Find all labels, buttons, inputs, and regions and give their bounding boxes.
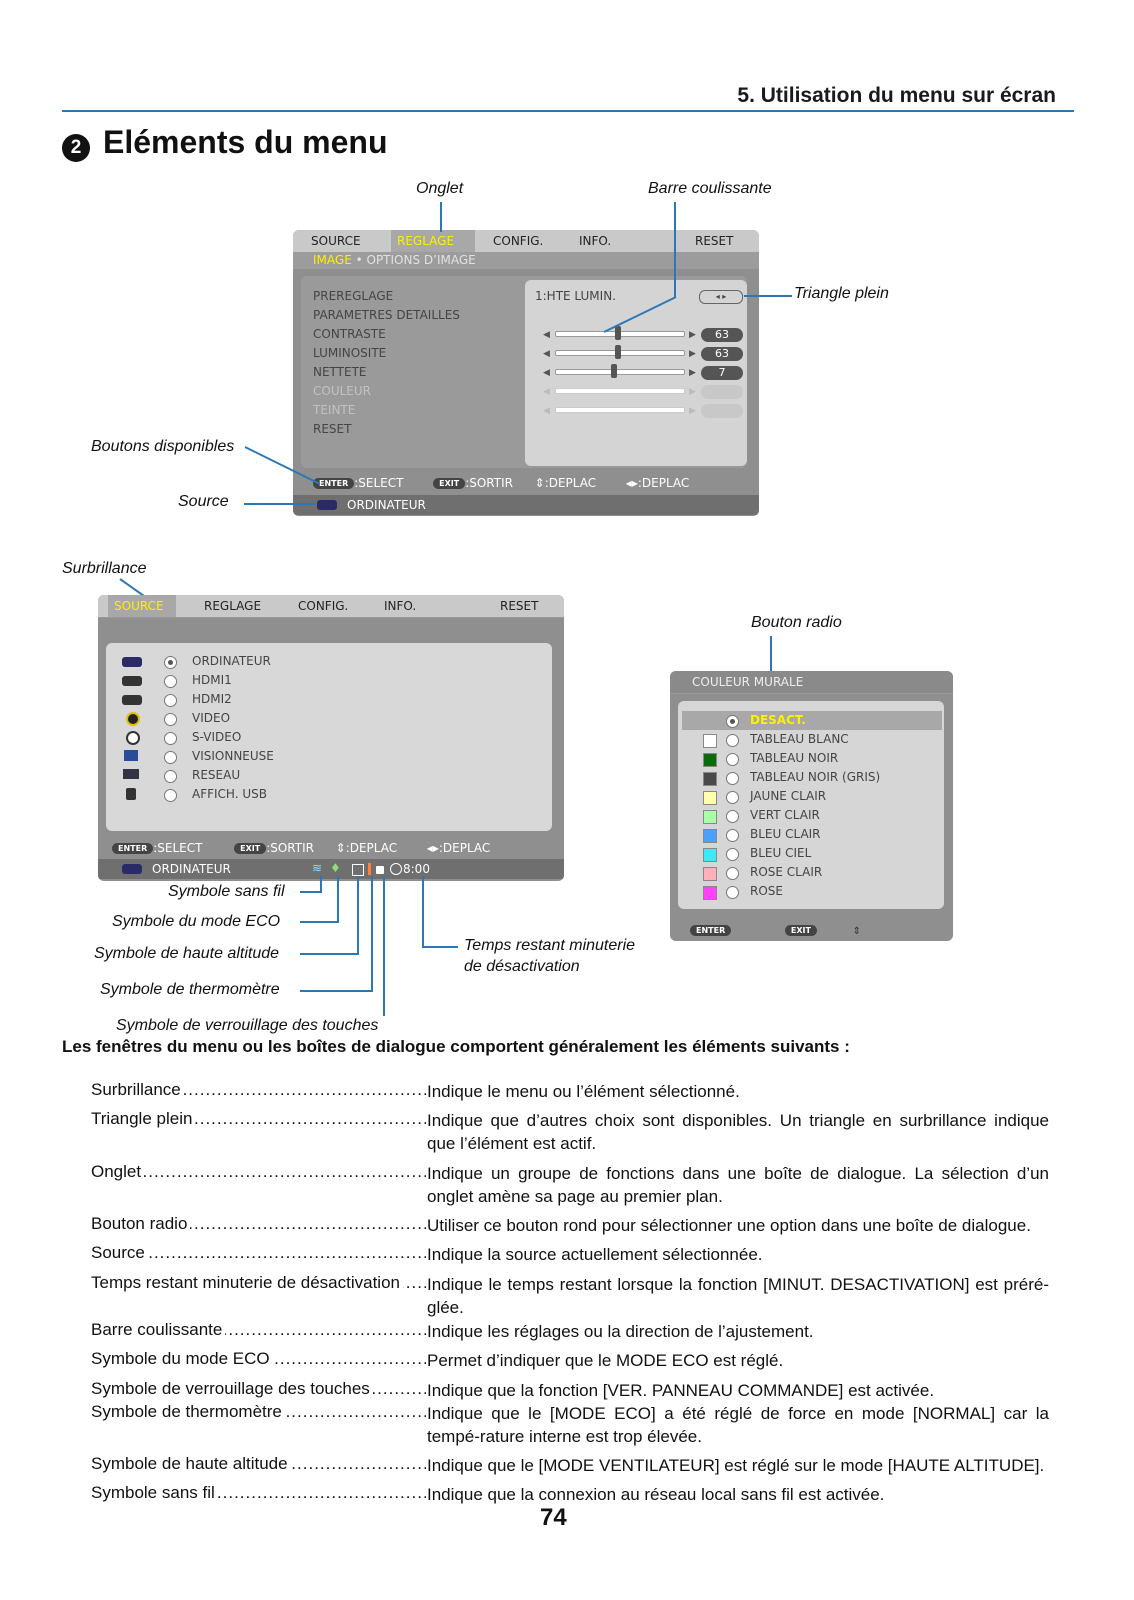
source-item-s-video[interactable]: S-VIDEO <box>192 730 242 744</box>
color-swatch <box>703 734 717 748</box>
leader-altitude-v <box>357 876 359 955</box>
source-item-hdmi2[interactable]: HDMI2 <box>192 692 232 706</box>
definition-text: Indique que d’autres choix sont disponibles. Un triangle en surbrillance indique que l’élément est actif. <box>427 1111 1049 1153</box>
definition-term <box>91 1080 426 1100</box>
slider-right-arrow-icon[interactable]: ▶ <box>689 349 696 359</box>
key-lock-icon <box>376 866 384 874</box>
subtab-options[interactable]: • OPTIONS D’IMAGE <box>355 253 476 267</box>
slider-left-arrow-icon[interactable]: ◀ <box>543 349 550 359</box>
radio-button[interactable] <box>726 791 739 804</box>
definition-term <box>91 1273 426 1293</box>
header-rule <box>62 110 1074 112</box>
exit-button-icon[interactable]: EXIT <box>785 925 817 936</box>
source-bar <box>293 495 759 515</box>
definition-text: Permet d’indiquer que le MODE ECO est réglé. <box>427 1351 784 1370</box>
up-down-arrow-icon: ⇕ <box>852 926 862 937</box>
menu-item-prereglage[interactable]: PREREGLAGE <box>313 289 394 303</box>
current-source: ORDINATEUR <box>347 498 426 512</box>
wall-color-item[interactable]: TABLEAU NOIR <box>750 751 839 765</box>
leader-onglet <box>440 202 442 232</box>
tab-config[interactable]: CONFIG. <box>298 599 349 613</box>
wall-color-item[interactable]: TABLEAU BLANC <box>750 732 849 746</box>
tab-reglage[interactable]: REGLAGE <box>204 599 262 613</box>
radio-hdmi2[interactable] <box>164 694 177 707</box>
value-contraste: 63 <box>701 328 743 342</box>
callout-source: Source <box>178 493 229 510</box>
definition-term <box>91 1349 426 1369</box>
leader-sans-fil-h <box>300 891 320 893</box>
hdmi-icon <box>122 695 142 705</box>
leader-sans-fil-v <box>320 876 322 893</box>
leader-source <box>244 503 316 505</box>
high-altitude-icon <box>352 864 364 876</box>
wall-color-item[interactable]: BLEU CIEL <box>750 846 812 860</box>
leader-thermo-v <box>371 876 373 992</box>
exit-button-icon: EXIT <box>433 478 465 489</box>
current-source: ORDINATEUR <box>152 862 231 876</box>
footer-select: :SELECT <box>354 476 404 490</box>
definition-term-text: Symbole de thermomètre <box>91 1402 285 1421</box>
source-item-visionneuse[interactable]: VISIONNEUSE <box>192 749 274 763</box>
callout-onglet: Onglet <box>416 180 464 197</box>
value-nettete: 7 <box>701 366 743 380</box>
preset-value: 1:HTE LUMIN. <box>535 289 616 303</box>
radio-hdmi1[interactable] <box>164 675 177 688</box>
callout-temps-line2: de désactivation <box>464 958 580 975</box>
tab-config[interactable]: CONFIG. <box>493 234 544 248</box>
osd-dialog-couleur-murale <box>670 671 953 941</box>
leader-barre-diag <box>600 296 680 336</box>
video-icon <box>126 712 140 726</box>
footer-buttons <box>313 476 689 490</box>
tab-info[interactable]: INFO. <box>579 234 612 248</box>
radio-visionneuse[interactable] <box>164 751 177 764</box>
page-number: 74 <box>540 1504 567 1531</box>
source-item-video[interactable]: VIDEO <box>192 711 231 725</box>
menu-item-teinte: TEINTE <box>313 403 356 417</box>
eco-leaf-icon: ♦ <box>330 861 341 875</box>
color-swatch <box>703 848 717 862</box>
radio-affich-usb[interactable] <box>164 789 177 802</box>
chapter-title: 5. Utilisation du menu sur écran <box>737 84 1056 107</box>
menu-item-parametres[interactable]: PARAMETRES DETAILLES <box>313 308 460 322</box>
callout-altitude: Symbole de haute altitude <box>94 945 280 962</box>
radio-button[interactable] <box>726 753 739 766</box>
definition-term <box>91 1483 426 1503</box>
callout-eco: Symbole du mode ECO <box>112 913 281 930</box>
leader-triangle <box>744 295 792 297</box>
leader-eco-v <box>337 876 339 923</box>
wall-color-item[interactable]: JAUNE CLAIR <box>750 789 827 803</box>
color-swatch <box>703 772 717 786</box>
wall-color-item[interactable]: VERT CLAIR <box>750 808 820 822</box>
radio-button[interactable] <box>726 829 739 842</box>
definition-term-text: Symbole de haute altitude <box>91 1454 291 1473</box>
value-couleur <box>701 385 743 399</box>
radio-video[interactable] <box>164 713 177 726</box>
definition-term <box>91 1402 426 1422</box>
color-swatch <box>703 867 717 881</box>
viewer-icon <box>124 750 138 761</box>
lead-paragraph: Les fenêtres du menu ou les boîtes de dialogue comportent généralement les éléments suivants : <box>62 1037 850 1056</box>
radio-ordinateur[interactable] <box>164 656 177 669</box>
dialog-title-bar <box>670 671 953 694</box>
definition-term-text: Symbole sans fil <box>91 1483 218 1502</box>
computer-source-icon <box>122 864 142 874</box>
enter-button-icon: ENTER <box>313 478 354 489</box>
leader-temps-h <box>422 946 458 948</box>
enter-button-icon[interactable]: ENTER <box>690 925 731 936</box>
menu-item-reset[interactable]: RESET <box>313 422 352 436</box>
leader-thermo-h <box>300 990 372 992</box>
menu-item-couleur: COULEUR <box>313 384 371 398</box>
section-number: 2 <box>62 134 90 162</box>
footer-buttons <box>112 841 490 855</box>
osd-menu-reglage <box>293 230 759 516</box>
tab-reset[interactable]: RESET <box>695 234 734 248</box>
source-bar <box>98 859 564 879</box>
subtab-image[interactable]: IMAGE <box>313 253 352 267</box>
leader-eco-h <box>300 921 338 923</box>
computer-source-icon <box>317 500 337 510</box>
timer-clock-icon <box>390 863 402 875</box>
definition-term-text: Symbole de verrouillage des touches <box>91 1379 373 1398</box>
slider-left-arrow-icon[interactable]: ◀ <box>543 330 550 340</box>
color-swatch <box>703 791 717 805</box>
definition-text: Indique le menu ou l’élément sélectionné. <box>427 1082 740 1101</box>
definition-term-text: Surbrillance <box>91 1080 184 1099</box>
slider-right-arrow-icon[interactable]: ▶ <box>689 330 696 340</box>
definition-term <box>91 1454 426 1474</box>
dialog-footer <box>690 923 861 937</box>
tab-bar <box>98 595 564 618</box>
slider-right-arrow-icon: ▶ <box>689 406 696 416</box>
callout-bouton-radio: Bouton radio <box>751 614 842 631</box>
callout-surbrillance: Surbrillance <box>62 560 147 577</box>
definition-text: Indique les réglages ou la direction de l’ajustement. <box>427 1322 814 1341</box>
slider-knob-nettete[interactable] <box>611 364 617 378</box>
definition-term-text: Triangle plein <box>91 1109 195 1128</box>
wall-color-item[interactable]: ROSE CLAIR <box>750 865 823 879</box>
footer-deplac-horizontal: ◂▸:DEPLAC <box>625 476 690 490</box>
wall-color-item[interactable]: BLEU CLAIR <box>750 827 821 841</box>
definition-text: Indique un groupe de fonctions dans une boîte de dialogue. La sélection d’un onglet amène sa page au premier plan. <box>427 1164 1049 1206</box>
callout-triangle: Triangle plein <box>794 285 889 302</box>
slider-knob-luminosite[interactable] <box>615 345 621 359</box>
leader-verrou-v <box>383 876 385 1016</box>
thermometer-icon <box>368 863 371 875</box>
tab-bar <box>293 230 759 253</box>
leader-temps-v <box>422 876 424 948</box>
callout-temps-line1: Temps restant minuterie <box>464 937 636 954</box>
s-video-icon <box>126 731 140 745</box>
color-swatch <box>703 829 717 843</box>
exit-button-icon: EXIT <box>234 843 266 854</box>
callout-verrou: Symbole de verrouillage des touches <box>116 1017 379 1034</box>
definition-term-text: Source <box>91 1243 148 1262</box>
radio-s-video[interactable] <box>164 732 177 745</box>
slider-couleur <box>555 388 685 394</box>
off-timer-remaining: 8:00 <box>403 862 430 876</box>
definition-text: Utiliser ce bouton rond pour sélectionner une option dans une boîte de dialogue. <box>427 1216 1031 1235</box>
source-item-ordinateur[interactable]: ORDINATEUR <box>192 654 271 668</box>
callout-sans-fil: Symbole sans fil <box>168 883 285 900</box>
enter-button-icon: ENTER <box>112 843 153 854</box>
tab-source[interactable]: SOURCE <box>108 595 176 617</box>
radio-button[interactable] <box>726 715 739 728</box>
menu-item-contraste[interactable]: CONTRASTE <box>313 327 386 341</box>
definition-term-text: Onglet <box>91 1162 144 1181</box>
tab-reset[interactable]: RESET <box>500 599 539 613</box>
section-title: Eléments du menu <box>103 124 388 160</box>
radio-button[interactable] <box>726 810 739 823</box>
wall-color-item[interactable]: ROSE <box>750 884 783 898</box>
radio-button[interactable] <box>726 867 739 880</box>
radio-reseau[interactable] <box>164 770 177 783</box>
leader-altitude-h <box>300 953 358 955</box>
hdmi-icon <box>122 676 142 686</box>
color-swatch <box>703 810 717 824</box>
menu-item-nettete[interactable]: NETTETE <box>313 365 367 379</box>
source-item-reseau[interactable]: RESEAU <box>192 768 241 782</box>
definition-text: Indique le temps restant lorsque la fonction [MINUT. DESACTIVATION] est préré-glée. <box>427 1275 1049 1317</box>
callout-thermo: Symbole de thermomètre <box>100 981 280 998</box>
color-swatch <box>703 886 717 900</box>
slider-right-arrow-icon[interactable]: ▶ <box>689 368 696 378</box>
slider-teinte <box>555 407 685 413</box>
definition-text: Indique que la fonction [VER. PANNEAU COMMANDE] est activée. <box>427 1381 935 1400</box>
network-icon <box>123 769 139 779</box>
tab-source[interactable]: SOURCE <box>311 234 361 248</box>
footer-sortir: :SORTIR <box>465 476 513 490</box>
definition-term-text: Temps restant minuterie de désactivation <box>91 1273 403 1292</box>
radio-button[interactable] <box>726 734 739 747</box>
leader-barre-v <box>674 202 676 298</box>
computer-icon <box>122 657 142 667</box>
tab-info[interactable]: INFO. <box>384 599 417 613</box>
slider-nettete[interactable] <box>555 369 685 375</box>
definition-term <box>91 1379 426 1399</box>
slider-left-arrow-icon: ◀ <box>543 387 550 397</box>
source-item-affich-usb[interactable]: AFFICH. USB <box>192 787 268 801</box>
definition-term-text: Bouton radio <box>91 1214 190 1233</box>
footer-deplac-vertical: ⇕:DEPLAC <box>335 841 398 855</box>
definition-term <box>91 1162 426 1182</box>
radio-button[interactable] <box>726 848 739 861</box>
wall-color-item[interactable]: DESACT. <box>750 713 806 727</box>
source-item-hdmi1[interactable]: HDMI1 <box>192 673 232 687</box>
tab-reglage[interactable]: REGLAGE <box>391 230 475 252</box>
usb-icon <box>126 788 136 800</box>
callout-barre: Barre coulissante <box>648 180 772 197</box>
callout-boutons: Boutons disponibles <box>91 438 235 455</box>
footer-select: :SELECT <box>153 841 203 855</box>
definition-term-text: Symbole du mode ECO <box>91 1349 273 1368</box>
osd-menu-source <box>98 595 564 881</box>
highlight-bar <box>682 711 942 730</box>
dialog-title: COULEUR MURALE <box>692 675 804 689</box>
slider-left-arrow-icon[interactable]: ◀ <box>543 368 550 378</box>
radio-button[interactable] <box>726 772 739 785</box>
footer-sortir: :SORTIR <box>266 841 314 855</box>
wireless-icon: ≋ <box>312 861 323 875</box>
leader-boutons <box>244 446 324 486</box>
definition-text: Indique que le [MODE VENTILATEUR] est réglé sur le mode [HAUTE ALTITUDE]. <box>427 1456 1045 1475</box>
radio-button[interactable] <box>726 886 739 899</box>
slider-left-arrow-icon: ◀ <box>543 406 550 416</box>
value-luminosite: 63 <box>701 347 743 361</box>
slider-right-arrow-icon: ▶ <box>689 387 696 397</box>
value-teinte <box>701 404 743 418</box>
subtab-bar <box>293 252 759 269</box>
definition-term <box>91 1109 426 1129</box>
definition-term <box>91 1320 426 1340</box>
definition-term <box>91 1214 426 1234</box>
definition-term <box>91 1243 426 1263</box>
color-swatch <box>703 753 717 767</box>
menu-item-luminosite[interactable]: LUMINOSITE <box>313 346 387 360</box>
wall-color-item[interactable]: TABLEAU NOIR (GRIS) <box>750 770 881 784</box>
definition-text: Indique la source actuellement sélectionnée. <box>427 1245 763 1264</box>
definition-text: Indique que la connexion au réseau local sans fil est activée. <box>427 1485 885 1504</box>
footer-deplac-horizontal: ◂▸:DEPLAC <box>426 841 491 855</box>
footer-deplac-vertical: ⇕:DEPLAC <box>534 476 597 490</box>
triangle-selector[interactable]: ◂ ▸ <box>699 290 743 304</box>
definition-term-text: Barre coulissante <box>91 1320 225 1339</box>
definition-text: Indique que le [MODE ECO] a été réglé de force en mode [NORMAL] car la tempé-rature interne est trop élevée. <box>427 1404 1049 1446</box>
